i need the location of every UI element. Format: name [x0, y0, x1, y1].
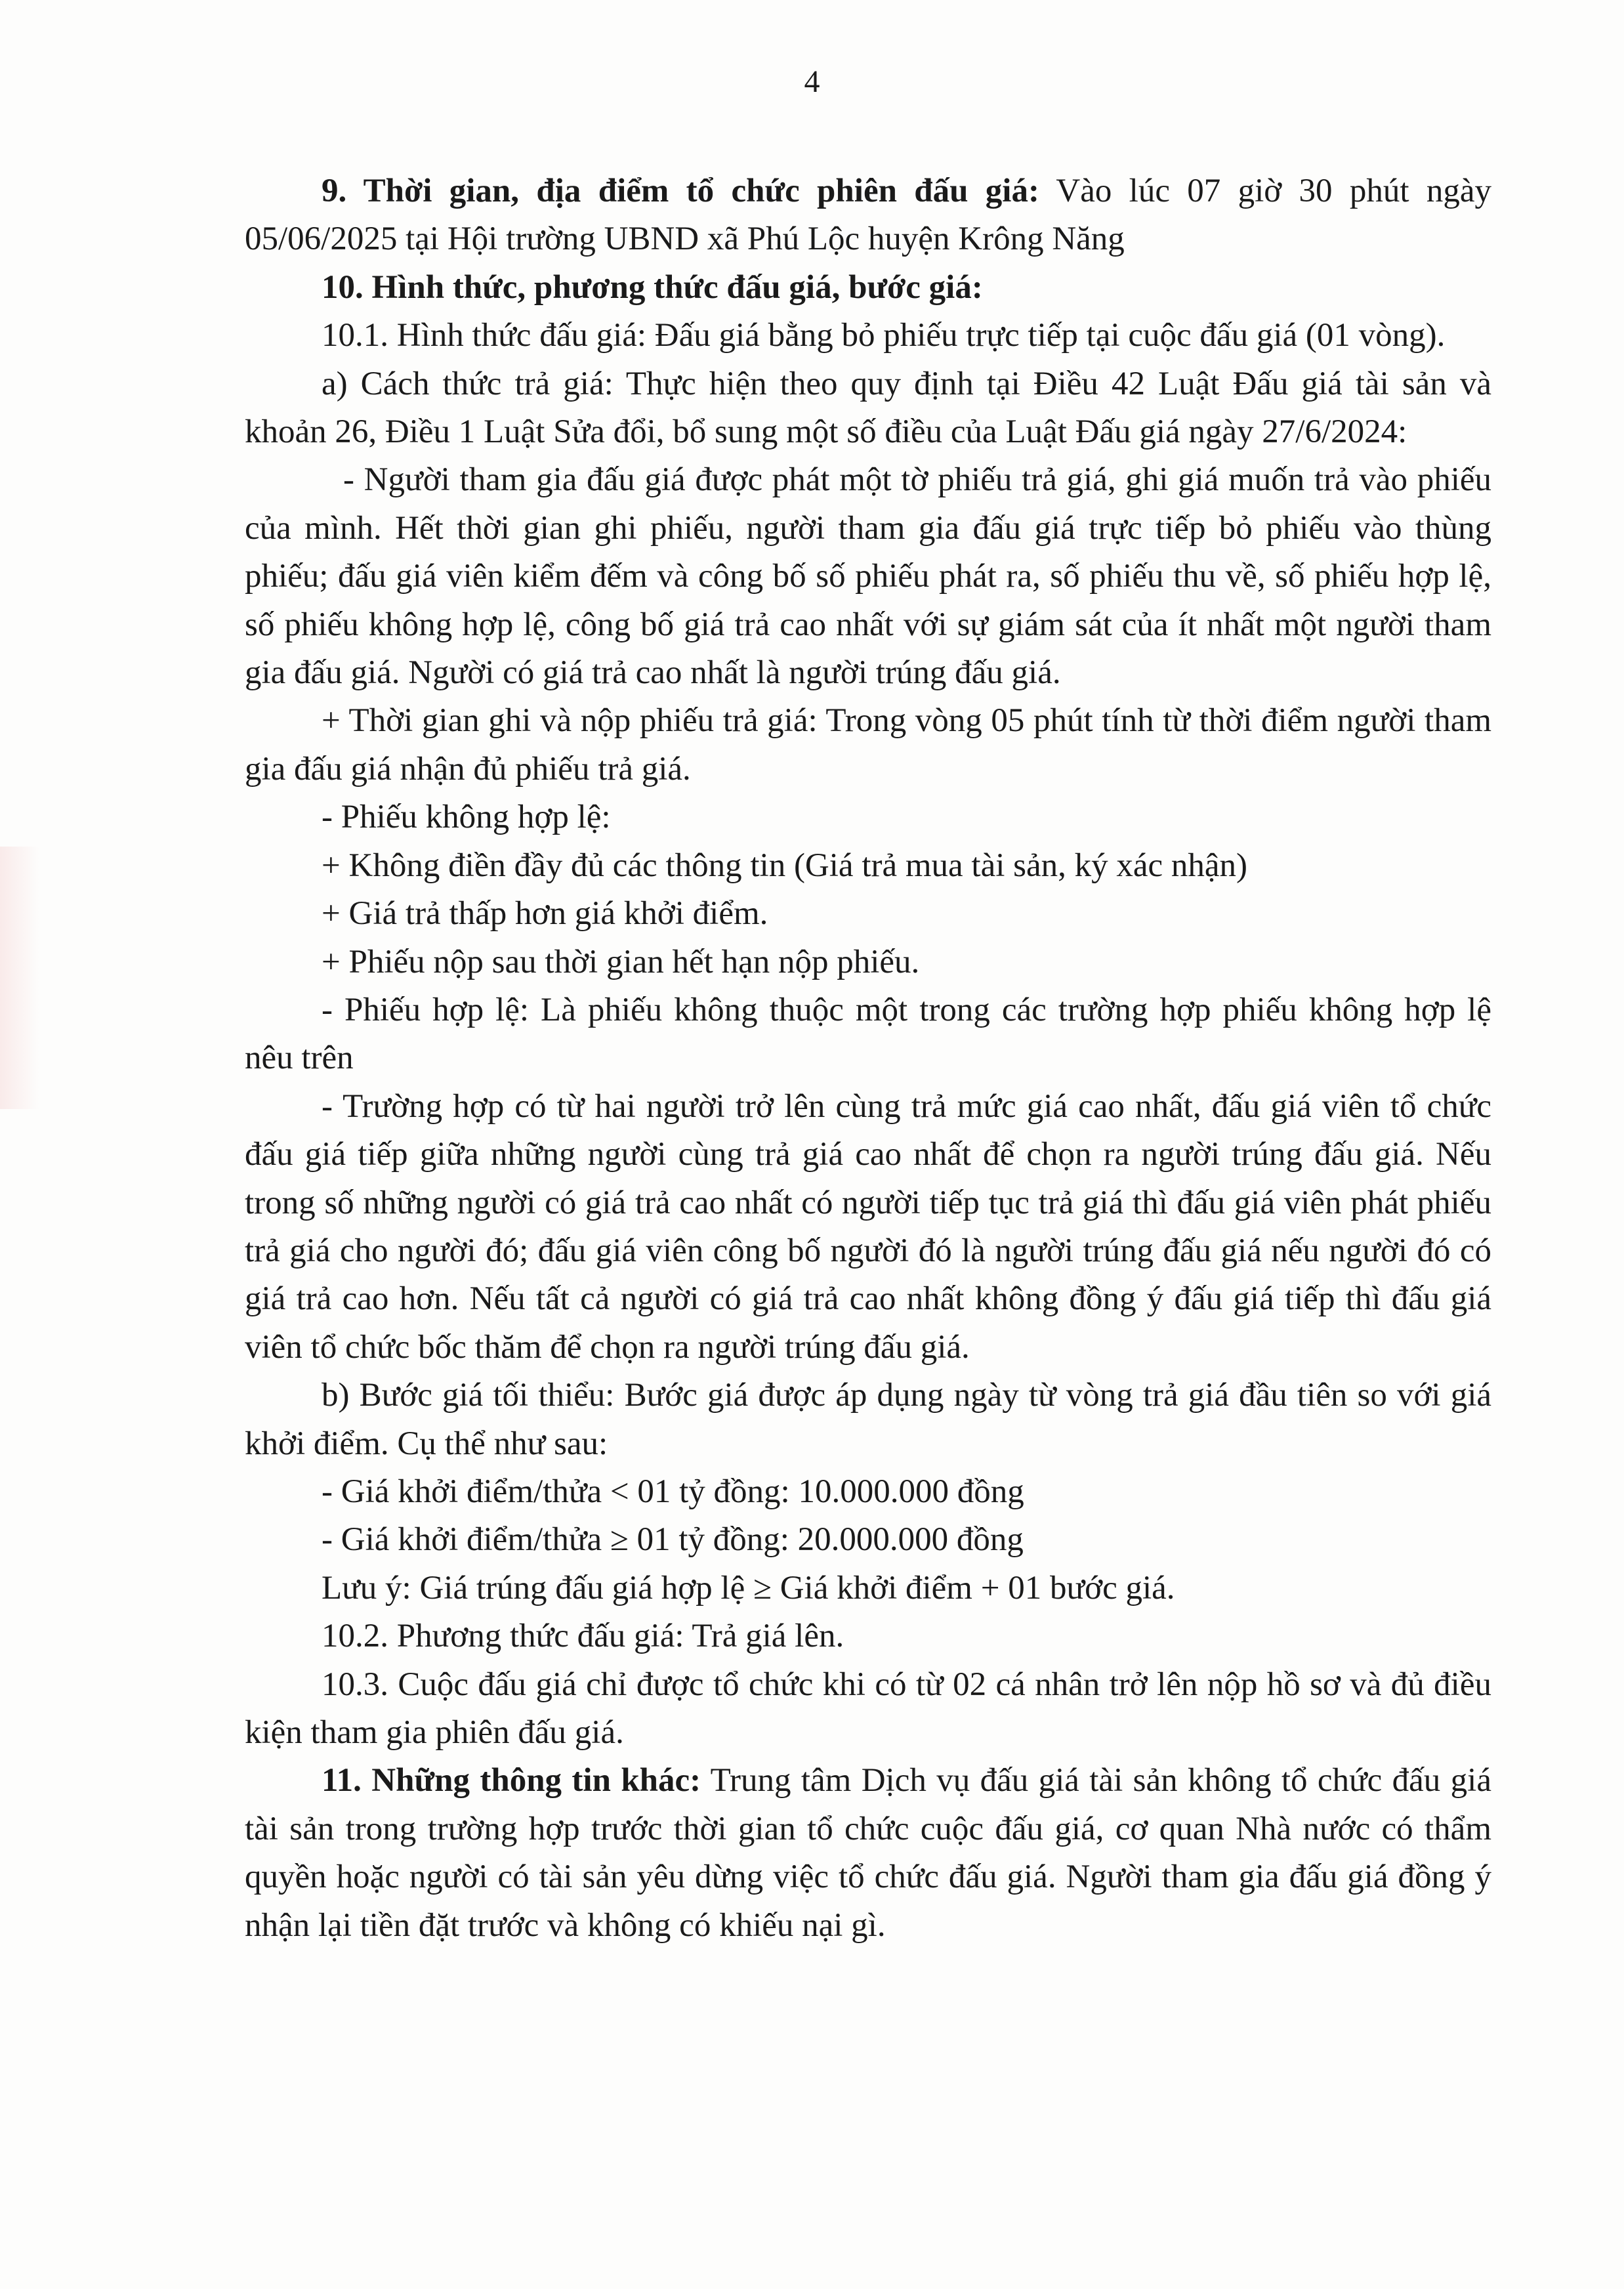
section-10-heading: 10. Hình thức, phương thức đấu giá, bước giá: — [322, 268, 983, 306]
invalid-item-late: + Phiếu nộp sau thời gian hết hạn nộp phiếu. — [322, 943, 920, 980]
paragraph-a-invalid-ballot: - Phiếu không hợp lệ: — [322, 799, 611, 836]
paragraph-10-1: 10.1. Hình thức đấu giá: Đấu giá bằng bỏ phiếu trực tiếp tại cuộc đấu giá (01 vòng). — [322, 317, 1446, 354]
section-9-heading: 9. Thời gian, địa điểm tổ chức phiên đấu giá: — [322, 173, 1039, 209]
paragraph-a-ballot-procedure: - Người tham gia đấu giá được phát một tờ phiếu trả giá, ghi giá muốn trả vào phiếu của mình. Hết thời gian ghi phiếu, người tham gia đấu giá trực tiếp bỏ phiếu vào thùng phiếu; đấu giá viên kiểm đếm và công bố số phiếu phát ra, số phiếu thu về, số phiếu hợp lệ, số phiếu không hợp lệ, công bố giá trả cao nhất với sự giám sát của ít nhất một người tham gia đấu giá. Người có giá trả cao nhất là người trúng đấu giá. — [245, 461, 1491, 692]
stamp-bleed-mark — [0, 847, 39, 1109]
section-11-text: Trung tâm Dịch vụ đấu giá tài sản không tổ chức đấu giá tài sản trong trường hợp trước thời gian tổ chức cuộc đấu giá, cơ quan Nhà nước có thẩm quyền hoặc người có tài sản yêu dừng việc tổ chức đấu giá. Người tham gia đấu giá đồng ý nhận lại tiền đặt trước và không có khiếu nại gì. — [245, 1762, 1491, 1944]
section-11-heading: 11. Những thông tin khác: — [322, 1762, 701, 1799]
paragraph-a-ballot-time: + Thời gian ghi và nộp phiếu trả giá: Trong vòng 05 phút tính từ thời điểm người tham gia đấu giá nhận đủ phiếu trả giá. — [245, 702, 1491, 788]
paragraph-a-valid-ballot: - Phiếu hợp lệ: Là phiếu không thuộc một trong các trường hợp phiếu không hợp lệ nêu trên — [245, 991, 1491, 1077]
bid-step-note: Lưu ý: Giá trúng đấu giá hợp lệ ≥ Giá khởi điểm + 01 bước giá. — [322, 1569, 1175, 1606]
section-9-text: Vào lúc 07 giờ 30 phút ngày 05/06/2025 tại Hội trường UBND xã Phú Lộc huyện Krông Năng — [245, 173, 1491, 258]
paragraph-a-bidding-method: a) Cách thức trả giá: Thực hiện theo quy định tại Điều 42 Luật Đấu giá tài sản và khoản 26, Điều 1 Luật Sửa đổi, bổ sung một số điều của Luật Đấu giá ngày 27/6/2024: — [245, 365, 1491, 451]
page-number: 4 — [804, 64, 820, 99]
section-9 — [245, 167, 1491, 264]
bid-step-over-1b: - Giá khởi điểm/thửa ≥ 01 tỷ đồng: 20.000.000 đồng — [322, 1521, 1024, 1559]
paragraph-10-2: 10.2. Phương thức đấu giá: Trả giá lên. — [322, 1618, 844, 1655]
section-11 — [245, 1757, 1491, 1950]
invalid-item-below-start: + Giá trả thấp hơn giá khởi điểm. — [322, 895, 768, 933]
paragraph-a-tie-rule: - Trường hợp có từ hai người trở lên cùng trả mức giá cao nhất, đấu giá viên tổ chức đấu giá tiếp giữa những người cùng trả giá cao nhất để chọn ra người trúng đấu giá. Nếu trong số những người có giá trả cao nhất có người tiếp tục trả giá thì đấu giá viên phát phiếu trả giá cho người đó; đấu giá viên công bố người đó là người trúng đấu giá nếu người đó có giá trả cao hơn. Nếu tất cả người có giá trả cao nhất không đồng ý đấu giá tiếp thì đấu giá viên tổ chức bốc thăm để chọn ra người trúng đấu giá. — [245, 1087, 1491, 1366]
bid-step-under-1b: - Giá khởi điểm/thửa < 01 tỷ đồng: 10.000.000 đồng — [322, 1473, 1024, 1510]
paragraph-b-bid-step: b) Bước giá tối thiểu: Bước giá được áp dụng ngày từ vòng trả giá đầu tiên so với giá khởi điểm. Cụ thể như sau: — [245, 1377, 1491, 1462]
invalid-item-incomplete: + Không điền đầy đủ các thông tin (Giá trả mua tài sản, ký xác nhận) — [322, 847, 1248, 884]
paragraph-10-3: 10.3. Cuộc đấu giá chỉ được tổ chức khi có từ 02 cá nhân trở lên nộp hồ sơ và đủ điều kiện tham gia phiên đấu giá. — [245, 1666, 1491, 1751]
document-body — [245, 167, 1491, 1950]
